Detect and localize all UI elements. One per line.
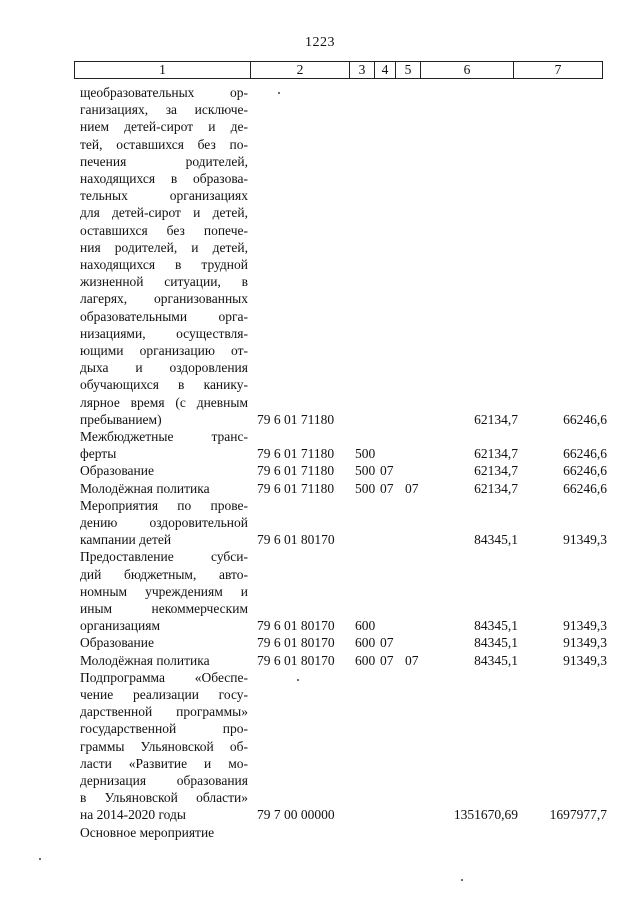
- description-line: дий бюджетным, авто-: [80, 566, 248, 582]
- row-description: [80, 652, 248, 669]
- target-article-code: 79 6 01 71180: [257, 480, 335, 496]
- row-description: [80, 497, 248, 549]
- description-line: Межбюджетные транс-: [80, 429, 248, 444]
- description-line: государственной про-: [80, 721, 248, 737]
- description-line: обучающихся в канику-: [80, 377, 248, 393]
- description-line: Молодёжная политика: [80, 480, 210, 496]
- amount-first-year: 62134,7: [474, 446, 518, 462]
- amount-first-year: 84345,1: [474, 532, 518, 548]
- table-row: [0, 634, 640, 651]
- description-line: номным учреждениям и: [80, 583, 248, 599]
- description-line: образовательными орга-: [80, 308, 248, 324]
- section-code: 07: [380, 463, 394, 479]
- description-line: находящихся в образова-: [80, 171, 248, 187]
- amount-second-year: 91349,3: [563, 618, 607, 634]
- description-line: дению оздоровительной: [80, 515, 248, 530]
- amount-second-year: 66246,6: [563, 480, 607, 496]
- target-article-code: 79 6 01 71180: [257, 446, 335, 462]
- page-number: 1223: [305, 35, 335, 50]
- scan-speck: [39, 858, 41, 860]
- description-line: Основное мероприятие: [80, 824, 215, 840]
- description-line: дыха и оздоровления: [80, 360, 248, 376]
- target-article-code: 79 6 01 80170: [257, 652, 335, 668]
- description-line: ющими организацию от-: [80, 343, 248, 359]
- description-line: нием детей-сирот и де-: [80, 119, 248, 135]
- subsection-code: 07: [405, 480, 419, 496]
- description-line: для детей-сирот и детей,: [80, 205, 248, 221]
- target-article-code: 79 6 01 80170: [257, 532, 335, 548]
- description-line: жизненной ситуации, в: [80, 274, 248, 290]
- amount-first-year: 62134,7: [474, 480, 518, 496]
- amount-second-year: 66246,6: [563, 411, 607, 427]
- section-code: 07: [380, 480, 394, 496]
- column-header-table: [74, 61, 603, 79]
- scan-speck: [297, 679, 299, 681]
- description-line: на 2014-2020 годы: [80, 807, 186, 823]
- description-line: находящихся в трудной: [80, 257, 248, 273]
- amount-second-year: 66246,6: [563, 446, 607, 462]
- expense-type-code: 600: [355, 635, 376, 651]
- amount-first-year: 84345,1: [474, 618, 518, 634]
- description-line: граммы Ульяновской об-: [80, 738, 248, 754]
- description-line: тей, оставшихся без по-: [80, 136, 248, 152]
- description-line: иным некоммерческим: [80, 601, 248, 616]
- description-line: тельных организациях: [80, 188, 248, 204]
- description-line: Образование: [80, 635, 154, 651]
- row-description: [80, 669, 248, 824]
- row-description: [80, 84, 248, 428]
- row-description: [80, 548, 248, 634]
- scan-speck: [278, 92, 280, 94]
- expense-type-code: 500: [355, 446, 376, 462]
- table-row: [0, 480, 640, 497]
- column-header-6: 6: [421, 62, 514, 79]
- amount-second-year: 1697977,7: [549, 807, 607, 823]
- amount-second-year: 91349,3: [563, 635, 607, 651]
- description-line: лярное время (с дневным: [80, 394, 248, 410]
- amount-first-year: 84345,1: [474, 635, 518, 651]
- amount-first-year: 62134,7: [474, 411, 518, 427]
- description-line: ния родителей, и детей,: [80, 239, 248, 255]
- target-article-code: 79 6 01 71180: [257, 411, 335, 427]
- description-line: ферты: [80, 446, 117, 462]
- amount-first-year: 84345,1: [474, 652, 518, 668]
- column-header-4: 4: [375, 62, 396, 79]
- target-article-code: 79 7 00 00000: [257, 807, 335, 823]
- table-row: [0, 497, 640, 549]
- amount-second-year: 91349,3: [563, 532, 607, 548]
- description-line: кампании детей: [80, 532, 172, 548]
- table-row: [0, 548, 640, 634]
- description-line: в Ульяновской области»: [80, 790, 248, 806]
- expense-type-code: 500: [355, 480, 376, 496]
- column-header-7: 7: [514, 62, 603, 79]
- scan-speck: [461, 879, 463, 881]
- column-header-5: 5: [396, 62, 421, 79]
- expense-type-code: 600: [355, 618, 376, 634]
- row-description: [80, 634, 248, 651]
- description-line: Образование: [80, 463, 154, 479]
- row-description: [80, 428, 248, 462]
- description-line: ласти «Развитие и мо-: [80, 755, 248, 771]
- column-header-2: 2: [251, 62, 350, 79]
- description-line: чение реализации госу-: [80, 687, 248, 702]
- subsection-code: 07: [405, 652, 419, 668]
- table-row: [0, 669, 640, 824]
- target-article-code: 79 6 01 71180: [257, 463, 335, 479]
- description-line: оставшихся без попече-: [80, 222, 248, 238]
- column-header-1: 1: [75, 62, 251, 79]
- description-line: Предоставление субси-: [80, 549, 248, 565]
- description-line: ганизациях, за исключе-: [80, 102, 248, 118]
- column-header-3: 3: [350, 62, 375, 79]
- table-row: [0, 652, 640, 669]
- amount-first-year: 62134,7: [474, 463, 518, 479]
- section-code: 07: [380, 652, 394, 668]
- table-row: [0, 462, 640, 479]
- description-line: Мероприятия по прове-: [80, 497, 248, 513]
- description-line: организациям: [80, 618, 161, 634]
- row-description: [80, 480, 248, 497]
- amount-first-year: 1351670,69: [453, 807, 518, 823]
- description-line: Подпрограмма «Обеспе-: [80, 669, 248, 685]
- row-description: [80, 824, 248, 841]
- row-description: [80, 462, 248, 479]
- table-row: [0, 824, 640, 841]
- table-row: [0, 84, 640, 428]
- expense-type-code: 600: [355, 652, 376, 668]
- description-line: щеобразовательных ор-: [80, 85, 248, 100]
- description-line: дернизация образования: [80, 773, 248, 789]
- target-article-code: 79 6 01 80170: [257, 618, 335, 634]
- description-line: низациями, осуществля-: [80, 325, 248, 341]
- description-line: пребыванием): [80, 411, 162, 427]
- target-article-code: 79 6 01 80170: [257, 635, 335, 651]
- description-line: печения родителей,: [80, 153, 248, 169]
- description-line: дарственной программы»: [80, 704, 248, 720]
- amount-second-year: 91349,3: [563, 652, 607, 668]
- description-line: Молодёжная политика: [80, 652, 210, 668]
- expense-type-code: 500: [355, 463, 376, 479]
- section-code: 07: [380, 635, 394, 651]
- description-line: лагерях, организованных: [80, 291, 248, 307]
- amount-second-year: 66246,6: [563, 463, 607, 479]
- table-row: [0, 428, 640, 462]
